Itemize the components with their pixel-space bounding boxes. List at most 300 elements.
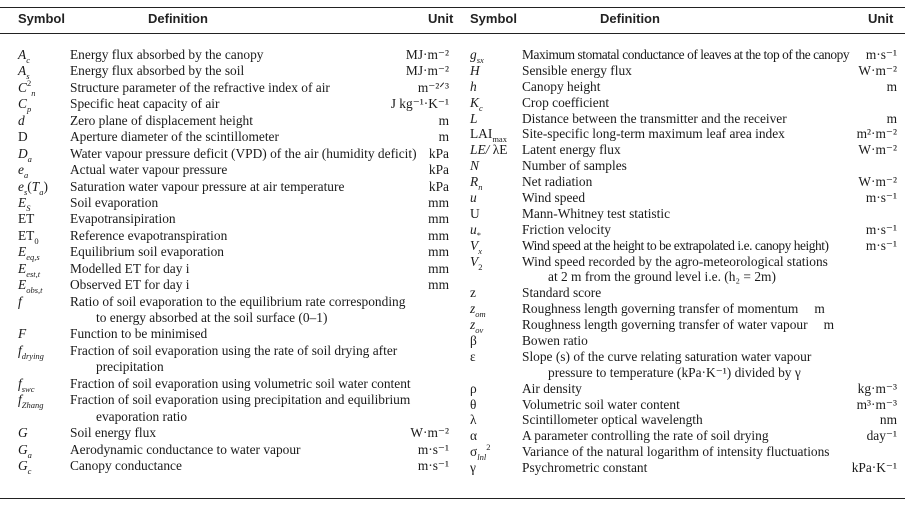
unit: kg·m⁻³ xyxy=(857,380,897,396)
definition: Variance of the natural logarithm of intensity fluctuations xyxy=(522,444,830,460)
symbol-part: 0 xyxy=(34,235,39,246)
unit: mm xyxy=(428,227,449,243)
table-row xyxy=(18,162,449,181)
symbol-part: h xyxy=(470,78,477,94)
symbol xyxy=(470,206,480,222)
symbol-part: ET xyxy=(18,227,35,243)
symbol xyxy=(470,381,477,397)
symbol xyxy=(18,376,34,392)
symbol-part: LAI xyxy=(470,126,493,142)
definition: Latent energy flux xyxy=(522,142,621,158)
row-line xyxy=(18,96,449,115)
table-row xyxy=(470,190,897,206)
unit: J kg⁻¹·K⁻¹ xyxy=(390,96,449,112)
unit: m·s⁻¹ xyxy=(865,237,897,253)
symbol-part: ρ xyxy=(470,380,477,396)
table-row xyxy=(470,428,897,444)
symbol xyxy=(470,111,477,127)
table-row xyxy=(470,442,897,463)
symbol xyxy=(18,179,48,195)
definition: Water vapour pressure deficit (VPD) of the air (humidity deficit) xyxy=(70,145,417,161)
definition: Psychrometric constant xyxy=(522,460,648,476)
unit: W·m⁻² xyxy=(858,62,897,78)
row-line xyxy=(470,412,897,428)
symbol xyxy=(470,428,477,444)
definition: Fraction of soil evaporation using precipitation and equilibrium xyxy=(70,392,411,408)
definition: Specific heat capacity of air xyxy=(70,96,220,112)
definition: Mann-Whitney test statistic xyxy=(522,205,671,221)
symbol-part: D xyxy=(18,129,28,145)
row-line xyxy=(470,301,897,320)
symbol-part: R xyxy=(470,174,479,190)
table-row xyxy=(18,326,449,342)
symbol xyxy=(18,77,36,98)
symbol xyxy=(18,294,22,310)
symbol xyxy=(18,228,39,244)
row-line xyxy=(470,222,897,238)
header-definition-right: Definition xyxy=(600,11,660,26)
definition: Energy flux absorbed by the soil xyxy=(70,63,245,79)
table-row xyxy=(470,349,897,381)
symbol-part: E xyxy=(18,277,27,293)
symbol-part: S xyxy=(26,202,31,213)
unit: mm xyxy=(428,211,449,227)
definition: Roughness length governing transfer of momentum m xyxy=(522,301,825,317)
definition: Evapotransipiration xyxy=(70,211,176,227)
unit: m·s⁻¹ xyxy=(865,221,897,237)
symbol-part: z xyxy=(470,301,476,317)
symbol-part: G xyxy=(18,457,28,473)
symbol xyxy=(18,146,32,162)
symbol-part: e xyxy=(18,162,24,178)
unit: m·s⁻¹ xyxy=(417,457,449,473)
definition: Function to be minimised xyxy=(70,326,208,342)
row-line xyxy=(18,113,449,129)
table-row xyxy=(470,381,897,397)
symbol xyxy=(18,326,26,342)
symbol xyxy=(18,195,30,211)
symbol-part: α xyxy=(470,428,478,444)
symbol-part: A xyxy=(18,47,27,62)
header-unit-right: Unit xyxy=(868,11,894,26)
symbol-part: drying xyxy=(21,350,44,361)
row-line xyxy=(470,190,897,206)
symbol xyxy=(470,412,477,428)
top-rule xyxy=(0,7,905,8)
symbol-part: a xyxy=(27,449,32,460)
unit: m·s⁻¹ xyxy=(865,47,897,62)
row-line xyxy=(18,277,449,296)
symbol-part: D xyxy=(18,145,28,161)
symbol-part: A xyxy=(18,63,27,79)
definition: Fraction of soil evaporation using the rate of soil drying after xyxy=(70,342,398,358)
symbol-table-right xyxy=(470,47,897,476)
symbol-part: s xyxy=(26,71,30,82)
symbol-part: x xyxy=(478,245,482,256)
definition: Equilibrium soil evaporation xyxy=(70,244,224,260)
row-line xyxy=(470,254,897,270)
symbol xyxy=(18,113,25,129)
table-row xyxy=(470,142,897,158)
definition: Ratio of soil evaporation to the equilibrium rate corresponding xyxy=(70,293,406,309)
symbol-part: ε xyxy=(470,348,476,364)
symbol-part: ( xyxy=(27,178,32,194)
row-line xyxy=(18,376,449,392)
row-line xyxy=(18,63,449,82)
symbol xyxy=(18,343,44,359)
symbol-part: obs,t xyxy=(26,285,43,296)
table-row xyxy=(18,294,449,327)
table-row xyxy=(18,392,449,425)
definition: Standard score xyxy=(522,285,602,301)
row-line xyxy=(470,63,897,79)
symbol-part: G xyxy=(18,441,28,457)
definition: Distance between the transmitter and the receiver xyxy=(522,110,787,126)
row-line xyxy=(18,392,449,411)
symbol-part: 2 xyxy=(486,442,491,453)
row-line xyxy=(18,195,449,211)
definition: at 2 m from the ground level i.e. (h₂ = 2m) xyxy=(548,269,776,285)
row-line xyxy=(18,458,449,474)
table-row xyxy=(18,129,449,145)
row-line xyxy=(18,261,449,277)
row-line xyxy=(470,460,897,476)
symbol-part: * xyxy=(476,229,481,240)
row-line xyxy=(18,162,449,181)
header-rule xyxy=(0,33,905,34)
table-row xyxy=(18,195,449,211)
symbol-part: C xyxy=(18,96,27,112)
symbol-part: G xyxy=(18,425,28,441)
row-line xyxy=(470,269,897,285)
row-line xyxy=(470,317,897,336)
symbol-part: z xyxy=(470,317,476,333)
definition: Friction velocity xyxy=(522,221,611,237)
definition: Roughness length governing transfer of water vapour m xyxy=(522,317,835,333)
table-row xyxy=(470,397,897,413)
definition: Zero plane of displacement height xyxy=(70,112,253,128)
symbol-part: f xyxy=(18,293,22,309)
row-line xyxy=(18,228,449,244)
row-line xyxy=(18,425,449,441)
symbol-part: ov xyxy=(475,325,484,336)
symbol xyxy=(470,317,484,336)
symbol-part: a xyxy=(23,170,29,181)
definition: precipitation xyxy=(96,359,164,375)
unit: m xyxy=(438,129,449,145)
row-line xyxy=(470,428,897,444)
definition: Net radiation xyxy=(522,174,593,190)
row-line xyxy=(470,79,897,95)
definition: A parameter controlling the rate of soil drying xyxy=(522,428,769,444)
symbol xyxy=(470,238,482,254)
row-line xyxy=(18,47,449,63)
table-row xyxy=(470,111,897,127)
unit: W·m⁻² xyxy=(858,142,897,158)
symbol xyxy=(18,392,44,411)
bottom-rule xyxy=(0,498,905,499)
table-row xyxy=(18,179,449,195)
unit: m xyxy=(886,110,897,126)
unit: m·s⁻¹ xyxy=(865,190,897,206)
unit: m xyxy=(886,78,897,94)
symbol-part: N xyxy=(470,158,479,174)
table-row xyxy=(470,238,897,254)
table-row xyxy=(18,77,449,98)
symbol-part: θ xyxy=(470,396,477,412)
table-row xyxy=(18,261,449,277)
unit: kPa·K⁻¹ xyxy=(851,460,897,476)
unit: nm xyxy=(879,412,897,428)
symbol-part: Zhang xyxy=(21,400,44,411)
symbol xyxy=(18,277,43,296)
row-line xyxy=(18,129,449,145)
symbol-part: max xyxy=(492,134,507,145)
symbol-part: p xyxy=(26,104,32,115)
symbol xyxy=(470,142,507,158)
row-line xyxy=(18,442,449,458)
table-row xyxy=(18,244,449,263)
symbol-part: C xyxy=(18,79,27,95)
symbol xyxy=(18,442,32,458)
row-line xyxy=(470,333,897,349)
unit: kPa xyxy=(428,178,449,194)
table-row xyxy=(470,79,897,95)
row-line xyxy=(470,381,897,397)
table-row xyxy=(18,425,449,441)
definition: Fraction of soil evaporation using volumetric soil water content xyxy=(70,375,411,391)
table-row xyxy=(470,95,897,111)
unit: mm xyxy=(428,277,449,293)
symbol xyxy=(470,349,476,365)
symbol xyxy=(470,126,507,145)
table-row xyxy=(470,126,897,145)
unit: m xyxy=(823,317,835,333)
symbol-part: c xyxy=(26,55,30,65)
row-line xyxy=(18,179,449,195)
symbol-part: e xyxy=(18,178,24,194)
table-row xyxy=(470,222,897,238)
definition: Modelled ET for day i xyxy=(70,260,190,276)
symbol-part: lnl xyxy=(477,452,487,463)
definition: Sensible energy flux xyxy=(522,62,632,78)
table-row xyxy=(18,113,449,129)
table-row xyxy=(470,63,897,79)
symbol-part: β xyxy=(470,333,477,349)
symbol xyxy=(470,63,480,79)
symbol-part: K xyxy=(470,94,479,110)
symbol xyxy=(18,211,34,227)
table-row xyxy=(470,460,897,476)
symbol-part: γ xyxy=(470,460,476,476)
row-line xyxy=(18,310,449,326)
unit: W·m⁻² xyxy=(858,174,897,190)
row-line xyxy=(470,397,897,413)
table-row xyxy=(470,254,897,286)
symbol-part: sx xyxy=(476,55,484,65)
symbol-part: LE/ xyxy=(470,142,493,158)
definition: Aerodynamic conductance to water vapour xyxy=(70,441,301,457)
symbol-part: d xyxy=(18,112,25,128)
row-line xyxy=(470,47,897,63)
row-line xyxy=(18,211,449,227)
symbol xyxy=(18,261,40,277)
row-line xyxy=(470,206,897,222)
symbol xyxy=(18,458,31,474)
symbol-part: V xyxy=(470,237,479,253)
symbol-part: s xyxy=(23,186,28,197)
unit: day⁻¹ xyxy=(866,428,897,444)
row-line xyxy=(470,126,897,145)
row-line xyxy=(18,326,449,342)
definition: Soil energy flux xyxy=(70,425,157,441)
table-row xyxy=(470,317,897,336)
definition: Aperture diameter of the scintillometer xyxy=(70,129,279,145)
symbol-part: u xyxy=(470,190,477,206)
symbol-part: c xyxy=(478,102,483,113)
table-row xyxy=(470,158,897,174)
table-row xyxy=(18,211,449,227)
symbol-part: λE xyxy=(492,142,508,158)
header-definition-left: Definition xyxy=(148,11,208,26)
symbol xyxy=(470,442,491,463)
table-row xyxy=(18,277,449,296)
definition: to energy absorbed at the soil surface (0–1) xyxy=(96,310,328,325)
symbol-part: E xyxy=(18,244,27,260)
symbol-part: z xyxy=(470,285,476,301)
table-row xyxy=(470,285,897,301)
symbol-part: L xyxy=(470,110,478,126)
symbol-part: σ xyxy=(470,444,478,460)
unit: m xyxy=(438,112,449,128)
unit: m³·m⁻³ xyxy=(856,396,897,412)
unit: m xyxy=(814,301,825,317)
symbol-part: ET xyxy=(18,211,35,227)
symbol-part: n xyxy=(31,87,36,98)
row-line xyxy=(470,285,897,301)
symbol xyxy=(18,129,28,145)
symbol-part: eq,s xyxy=(26,252,40,263)
table-row xyxy=(18,47,449,63)
table-row xyxy=(18,63,449,82)
symbol xyxy=(470,190,477,206)
row-line xyxy=(470,158,897,174)
definition: Crop coefficient xyxy=(522,94,610,110)
symbol-part: ) xyxy=(43,178,48,194)
table-row xyxy=(18,458,449,474)
symbol-part: est,t xyxy=(26,268,41,279)
symbol xyxy=(470,301,486,320)
definition: Number of samples xyxy=(522,158,627,174)
unit: W·m⁻² xyxy=(410,425,449,441)
definition: Slope (s) of the curve relating saturation water vapour xyxy=(522,348,812,364)
symbol-part: T xyxy=(31,178,40,194)
unit: m⁻²ᐟ³ xyxy=(417,79,449,95)
symbol-part: f xyxy=(18,342,22,358)
symbol-part: U xyxy=(470,205,480,221)
table-row xyxy=(470,47,897,63)
definition: Energy flux absorbed by the canopy xyxy=(70,47,264,62)
unit: MJ·m⁻² xyxy=(405,47,449,62)
header-symbol-right: Symbol xyxy=(470,11,517,26)
symbol xyxy=(470,174,483,193)
symbol xyxy=(470,95,483,111)
symbol xyxy=(18,425,28,441)
row-line xyxy=(18,359,449,375)
definition: Site-specific long-term maximum leaf area index xyxy=(522,126,785,142)
unit: mm xyxy=(428,194,449,210)
symbol-part: 2 xyxy=(478,261,483,272)
row-line xyxy=(470,142,897,158)
definition: Canopy conductance xyxy=(70,457,182,473)
symbol-part: u xyxy=(470,221,477,237)
row-line xyxy=(18,343,449,359)
row-line xyxy=(470,349,897,365)
symbol-part: F xyxy=(18,326,27,342)
definition: Soil evaporation xyxy=(70,194,159,210)
unit: mm xyxy=(428,260,449,276)
row-line xyxy=(18,146,449,162)
unit: mm xyxy=(428,244,449,260)
unit: m·s⁻¹ xyxy=(417,441,449,457)
table-row xyxy=(470,333,897,349)
symbol-part: E xyxy=(18,260,27,276)
symbol xyxy=(18,47,30,63)
symbol-part: λ xyxy=(470,412,477,428)
symbol-part: E xyxy=(18,194,27,210)
row-line xyxy=(470,95,897,111)
symbol-part: a xyxy=(39,186,44,197)
symbol xyxy=(18,96,32,115)
symbol xyxy=(470,222,481,238)
definition: Reference evapotranspiration xyxy=(70,227,228,243)
unit: MJ·m⁻² xyxy=(405,63,449,79)
symbol xyxy=(470,47,484,63)
header-unit-left: Unit xyxy=(428,11,454,26)
symbol-part: a xyxy=(27,153,32,164)
definition: Structure parameter of the refractive index of air xyxy=(70,79,330,95)
definition: Wind speed recorded by the agro-meteorological stations xyxy=(522,253,828,269)
symbol xyxy=(470,333,477,349)
symbol-part: om xyxy=(475,309,486,320)
row-line xyxy=(470,111,897,127)
definition: Actual water vapour pressure xyxy=(70,162,228,178)
definition: Scintillometer optical wavelength xyxy=(522,412,703,428)
definition: Observed ET for day i xyxy=(70,277,190,293)
table-row xyxy=(470,206,897,222)
symbol-part: H xyxy=(470,62,480,78)
symbol xyxy=(470,254,482,270)
symbol-part: n xyxy=(478,182,483,193)
symbol xyxy=(18,244,40,263)
definition: pressure to temperature (kPa·K⁻¹) divided by γ xyxy=(548,364,801,380)
unit: kPa xyxy=(428,162,449,178)
definition: Volumetric soil water content xyxy=(522,396,680,412)
table-row xyxy=(18,376,449,392)
row-line xyxy=(18,77,449,98)
symbol xyxy=(470,285,476,301)
table-row xyxy=(470,174,897,193)
definition: evaporation ratio xyxy=(96,408,188,424)
symbol-part: f xyxy=(18,375,22,391)
symbol-part: 2 xyxy=(26,77,32,88)
row-line xyxy=(18,294,449,310)
symbol xyxy=(470,79,477,95)
definition: Saturation water vapour pressure at air temperature xyxy=(70,178,345,194)
symbol-table-left xyxy=(18,47,449,474)
symbol xyxy=(470,460,476,476)
symbol-part: swc xyxy=(21,383,35,394)
